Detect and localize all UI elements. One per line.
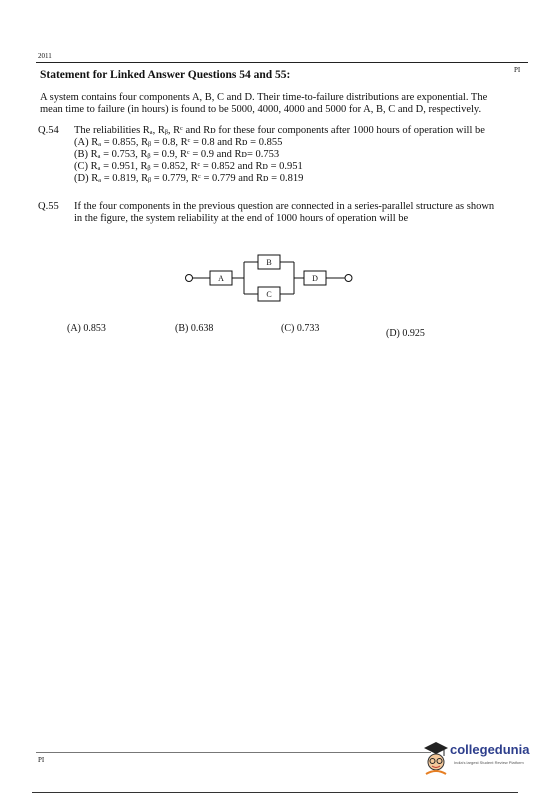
footer-paper-code: PI: [38, 756, 45, 764]
component-a-label: A: [218, 274, 224, 283]
exam-year: 2011: [38, 52, 52, 60]
q55-answer-a: (A) 0.853: [67, 323, 106, 334]
question-55-line-1: If the four components in the previous question are connected in a series-parallel structure as shown: [74, 201, 495, 212]
question-54-stem: The reliabilities Rₐ, Rᵦ, Rᶜ and Rᴅ for these four components after 1000 hours of operation will be: [74, 125, 485, 136]
component-d-label: D: [312, 274, 318, 283]
collegedunia-tagline: India's largest Student Review Platform: [454, 760, 524, 765]
q54-option-d: (D) Rₐ = 0.819, Rᵦ = 0.779, Rᶜ = 0.779 and Rᴅ = 0.819: [74, 173, 304, 184]
header-divider: [36, 62, 528, 63]
question-55-number: Q.55: [38, 201, 59, 212]
q54-option-a: (A) Rₐ = 0.855, Rᵦ = 0.8, Rᶜ = 0.8 and Rᴅ = 0.855: [74, 137, 283, 148]
page-bottom-rule: [32, 792, 518, 793]
q55-answer-d: (D) 0.925: [386, 328, 425, 339]
statement-line-1: A system contains four components A, B, C and D. Their time-to-failure distributions are exponential. The: [40, 92, 488, 103]
q54-option-b: (B) Rₐ = 0.753, Rᵦ = 0.9, Rᶜ = 0.9 and Rᴅ= 0.753: [74, 149, 280, 160]
output-terminal: [345, 275, 352, 282]
q55-answer-b: (B) 0.638: [175, 323, 214, 334]
series-parallel-diagram: [180, 250, 370, 308]
q55-answer-c: (C) 0.733: [281, 323, 320, 334]
question-54-number: Q.54: [38, 125, 59, 136]
question-55-line-2: in the figure, the system reliability at the end of 1000 hours of operation will be: [74, 213, 409, 224]
component-b-label: B: [266, 258, 272, 267]
footer-divider: [36, 752, 431, 753]
statement-line-2: mean time to failure (in hours) is found to be 5000, 4000, 4000 and 5000 for A, B, C and D, respectively.: [40, 104, 482, 115]
collegedunia-logo-icon: [422, 740, 450, 776]
q54-option-c: (C) Rₐ = 0.951, Rᵦ = 0.852, Rᶜ = 0.852 and Rᴅ = 0.951: [74, 161, 303, 172]
input-terminal: [186, 275, 193, 282]
collegedunia-logo-text: collegedunia: [450, 742, 530, 757]
paper-code: PI: [514, 66, 521, 74]
statement-title: Statement for Linked Answer Questions 54 and 55:: [40, 69, 291, 81]
component-c-label: C: [266, 290, 272, 299]
